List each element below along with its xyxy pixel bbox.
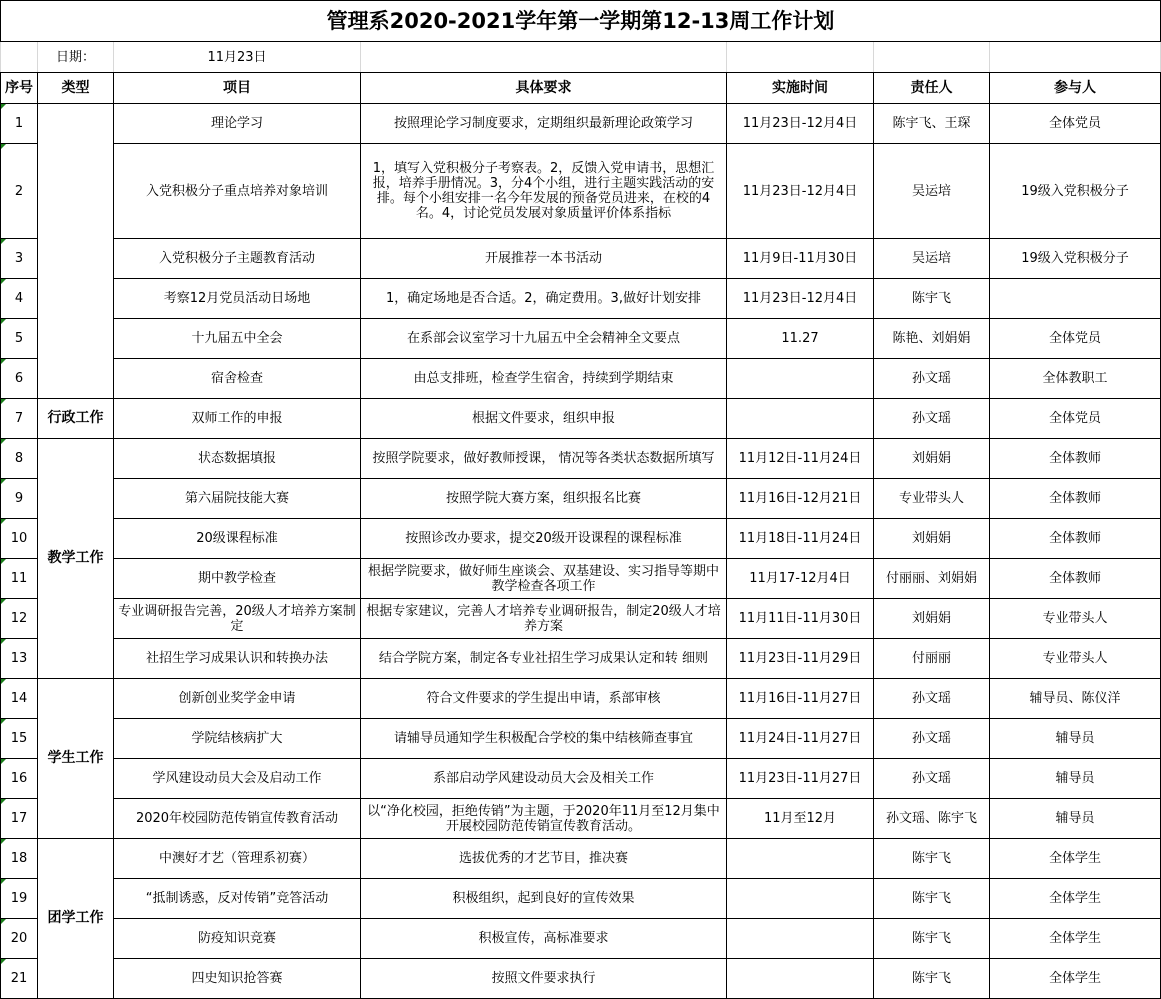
date-value: 11月23日 xyxy=(114,42,361,73)
owner-cell: 付丽丽、刘娟娟 xyxy=(874,559,990,599)
category-cell: 行政工作 xyxy=(38,399,114,439)
participants-cell: 专业带头人 xyxy=(990,599,1161,639)
time-cell xyxy=(727,399,874,439)
row-number: 4 xyxy=(1,279,38,319)
participants-cell: 辅导员、陈仪洋 xyxy=(990,679,1161,719)
requirements-cell: 根据学院要求，做好师生座谈会、双基建设、实习指导等期中教学检查各项工作 xyxy=(361,559,727,599)
time-cell: 11月16日-12月21日 xyxy=(727,479,874,519)
category-cell xyxy=(38,104,114,399)
item-cell: 创新创业奖学金申请 xyxy=(114,679,361,719)
row-number: 3 xyxy=(1,239,38,279)
owner-cell: 陈宇飞 xyxy=(874,879,990,919)
category-cell: 学生工作 xyxy=(38,679,114,839)
requirements-cell: 选拔优秀的才艺节目，推决赛 xyxy=(361,839,727,879)
item-cell: 十九届五中全会 xyxy=(114,319,361,359)
participants-cell: 全体教师 xyxy=(990,559,1161,599)
time-cell: 11月至12月 xyxy=(727,799,874,839)
participants-cell: 19级入党积极分子 xyxy=(990,239,1161,279)
participants-cell: 全体党员 xyxy=(990,104,1161,144)
row-number: 13 xyxy=(1,639,38,679)
table-row xyxy=(1,439,1161,479)
owner-cell: 付丽丽 xyxy=(874,639,990,679)
empty-cell xyxy=(727,42,874,73)
header-requirements: 具体要求 xyxy=(361,73,727,104)
participants-cell: 辅导员 xyxy=(990,719,1161,759)
table-row xyxy=(1,319,1161,359)
requirements-cell: 按照文件要求执行 xyxy=(361,959,727,999)
owner-cell: 吴运培 xyxy=(874,144,990,239)
time-cell: 11月16日-11月27日 xyxy=(727,679,874,719)
row-number: 14 xyxy=(1,679,38,719)
owner-cell: 陈宇飞 xyxy=(874,919,990,959)
participants-cell: 专业带头人 xyxy=(990,639,1161,679)
owner-cell: 孙文瑶 xyxy=(874,359,990,399)
row-number: 18 xyxy=(1,839,38,879)
participants-cell: 全体党员 xyxy=(990,319,1161,359)
row-number: 16 xyxy=(1,759,38,799)
row-number: 6 xyxy=(1,359,38,399)
owner-cell: 陈宇飞、王琛 xyxy=(874,104,990,144)
row-number: 8 xyxy=(1,439,38,479)
time-cell: 11月9日-11月30日 xyxy=(727,239,874,279)
header-type: 类型 xyxy=(38,73,114,104)
owner-cell: 孙文瑶 xyxy=(874,719,990,759)
header-no: 序号 xyxy=(1,73,38,104)
time-cell: 11月17-12月4日 xyxy=(727,559,874,599)
participants-cell: 全体学生 xyxy=(990,879,1161,919)
row-number: 15 xyxy=(1,719,38,759)
row-number: 1 xyxy=(1,104,38,144)
time-cell xyxy=(727,959,874,999)
owner-cell: 孙文瑶 xyxy=(874,399,990,439)
row-number: 21 xyxy=(1,959,38,999)
item-cell: 考察12月党员活动日场地 xyxy=(114,279,361,319)
table-row xyxy=(1,839,1161,879)
row-number: 20 xyxy=(1,919,38,959)
header-participants: 参与人 xyxy=(990,73,1161,104)
empty-cell xyxy=(874,42,990,73)
time-cell: 11月18日-11月24日 xyxy=(727,519,874,559)
row-number: 7 xyxy=(1,399,38,439)
item-cell: 四史知识抢答赛 xyxy=(114,959,361,999)
item-cell: 状态数据填报 xyxy=(114,439,361,479)
participants-cell xyxy=(990,279,1161,319)
requirements-cell: 按照诊改办要求，提交20级开设课程的课程标准 xyxy=(361,519,727,559)
owner-cell: 吴运培 xyxy=(874,239,990,279)
category-cell: 教学工作 xyxy=(38,439,114,679)
item-cell: 中澳好才艺（管理系初赛） xyxy=(114,839,361,879)
owner-cell: 陈宇飞 xyxy=(874,839,990,879)
participants-cell: 全体教师 xyxy=(990,479,1161,519)
requirements-cell: 按照学院大赛方案，组织报名比赛 xyxy=(361,479,727,519)
requirements-cell: 符合文件要求的学生提出申请，系部审核 xyxy=(361,679,727,719)
requirements-cell: 根据文件要求，组织申报 xyxy=(361,399,727,439)
participants-cell: 全体教师 xyxy=(990,439,1161,479)
date-label: 日期： xyxy=(38,42,114,73)
time-cell: 11月12日-11月24日 xyxy=(727,439,874,479)
participants-cell: 辅导员 xyxy=(990,759,1161,799)
item-cell: “抵制诱惑，反对传销”竞答活动 xyxy=(114,879,361,919)
requirements-cell: 积极宣传，高标准要求 xyxy=(361,919,727,959)
item-cell: 学风建设动员大会及启动工作 xyxy=(114,759,361,799)
owner-cell: 孙文瑶 xyxy=(874,679,990,719)
item-cell: 学院结核病扩大 xyxy=(114,719,361,759)
owner-cell: 刘娟娟 xyxy=(874,439,990,479)
table-row xyxy=(1,599,1161,639)
time-cell: 11月23日-12月4日 xyxy=(727,279,874,319)
participants-cell: 全体党员 xyxy=(990,399,1161,439)
item-cell: 双师工作的申报 xyxy=(114,399,361,439)
time-cell: 11月23日-11月29日 xyxy=(727,639,874,679)
requirements-cell: 系部启动学风建设动员大会及相关工作 xyxy=(361,759,727,799)
requirements-cell: 1，确定场地是否合适。2，确定费用。3,做好计划安排 xyxy=(361,279,727,319)
table-row xyxy=(1,719,1161,759)
item-cell: 防疫知识竞赛 xyxy=(114,919,361,959)
table-row xyxy=(1,959,1161,999)
item-cell: 第六届院技能大赛 xyxy=(114,479,361,519)
time-cell xyxy=(727,919,874,959)
table-row xyxy=(1,144,1161,239)
empty-cell xyxy=(1,42,38,73)
table-row xyxy=(1,104,1161,144)
owner-cell: 刘娟娟 xyxy=(874,599,990,639)
requirements-cell: 结合学院方案，制定各专业社招生学习成果认定和转 细则 xyxy=(361,639,727,679)
requirements-cell: 开展推荐一本书活动 xyxy=(361,239,727,279)
row-number: 17 xyxy=(1,799,38,839)
requirements-cell: 根据专家建议，完善人才培养专业调研报告，制定20级人才培养方案 xyxy=(361,599,727,639)
row-number: 5 xyxy=(1,319,38,359)
item-cell: 入党积极分子主题教育活动 xyxy=(114,239,361,279)
time-cell xyxy=(727,839,874,879)
table-row xyxy=(1,279,1161,319)
requirements-cell: 在系部会议室学习十九届五中全会精神全文要点 xyxy=(361,319,727,359)
table-row xyxy=(1,359,1161,399)
time-cell: 11月11日-11月30日 xyxy=(727,599,874,639)
requirements-cell: 积极组织，起到良好的宣传效果 xyxy=(361,879,727,919)
time-cell xyxy=(727,879,874,919)
requirements-cell: 以“净化校园，拒绝传销”为主题，于2020年11月至12月集中开展校园防范传销宣传教育活动。 xyxy=(361,799,727,839)
time-cell: 11月23日-12月4日 xyxy=(727,144,874,239)
requirements-cell: 按照理论学习制度要求，定期组织最新理论政策学习 xyxy=(361,104,727,144)
row-number: 2 xyxy=(1,144,38,239)
item-cell: 专业调研报告完善，20级人才培养方案制定 xyxy=(114,599,361,639)
table-row xyxy=(1,759,1161,799)
row-number: 10 xyxy=(1,519,38,559)
table-row xyxy=(1,799,1161,839)
time-cell: 11月23日-11月27日 xyxy=(727,759,874,799)
header-owner: 责任人 xyxy=(874,73,990,104)
time-cell xyxy=(727,359,874,399)
item-cell: 入党积极分子重点培养对象培训 xyxy=(114,144,361,239)
requirements-cell: 由总支排班，检查学生宿舍，持续到学期结束 xyxy=(361,359,727,399)
requirements-cell: 按照学院要求，做好教师授课， 情况等各类状态数据所填写 xyxy=(361,439,727,479)
participants-cell: 19级入党积极分子 xyxy=(990,144,1161,239)
category-cell: 团学工作 xyxy=(38,839,114,999)
row-number: 9 xyxy=(1,479,38,519)
header-time: 实施时间 xyxy=(727,73,874,104)
participants-cell: 辅导员 xyxy=(990,799,1161,839)
page-title: 管理系2020-2021学年第一学期第12-13周工作计划 xyxy=(1,1,1161,42)
empty-cell xyxy=(990,42,1161,73)
owner-cell: 专业带头人 xyxy=(874,479,990,519)
header-item: 项目 xyxy=(114,73,361,104)
owner-cell: 陈宇飞 xyxy=(874,279,990,319)
table-row xyxy=(1,519,1161,559)
requirements-cell: 请辅导员通知学生积极配合学校的集中结核筛查事宜 xyxy=(361,719,727,759)
table-row xyxy=(1,479,1161,519)
owner-cell: 陈艳、刘娟娟 xyxy=(874,319,990,359)
participants-cell: 全体学生 xyxy=(990,919,1161,959)
item-cell: 期中教学检查 xyxy=(114,559,361,599)
table-row xyxy=(1,919,1161,959)
item-cell: 社招生学习成果认识和转换办法 xyxy=(114,639,361,679)
participants-cell: 全体学生 xyxy=(990,839,1161,879)
time-cell: 11.27 xyxy=(727,319,874,359)
item-cell: 理论学习 xyxy=(114,104,361,144)
participants-cell: 全体学生 xyxy=(990,959,1161,999)
table-row xyxy=(1,239,1161,279)
table-row xyxy=(1,399,1161,439)
time-cell: 11月23日-12月4日 xyxy=(727,104,874,144)
table-row xyxy=(1,679,1161,719)
table-row xyxy=(1,559,1161,599)
row-number: 19 xyxy=(1,879,38,919)
row-number: 12 xyxy=(1,599,38,639)
owner-cell: 孙文瑶 xyxy=(874,759,990,799)
item-cell: 宿舍检查 xyxy=(114,359,361,399)
row-number: 11 xyxy=(1,559,38,599)
table-row xyxy=(1,639,1161,679)
time-cell: 11月24日-11月27日 xyxy=(727,719,874,759)
participants-cell: 全体教师 xyxy=(990,519,1161,559)
empty-cell xyxy=(361,42,727,73)
item-cell: 20级课程标准 xyxy=(114,519,361,559)
owner-cell: 陈宇飞 xyxy=(874,959,990,999)
owner-cell: 孙文瑶、陈宇飞 xyxy=(874,799,990,839)
table-row xyxy=(1,879,1161,919)
item-cell: 2020年校园防范传销宣传教育活动 xyxy=(114,799,361,839)
participants-cell: 全体教职工 xyxy=(990,359,1161,399)
owner-cell: 刘娟娟 xyxy=(874,519,990,559)
requirements-cell: 1，填写入党积极分子考察表。2，反馈入党申请书，思想汇报，培养手册情况。3，分4个小组，进行主题实践活动的安排。每个小组安排一名今年发展的预备党员进来，在校的4名。4，讨论党员发展对象质量评价体系指标 xyxy=(361,144,727,239)
